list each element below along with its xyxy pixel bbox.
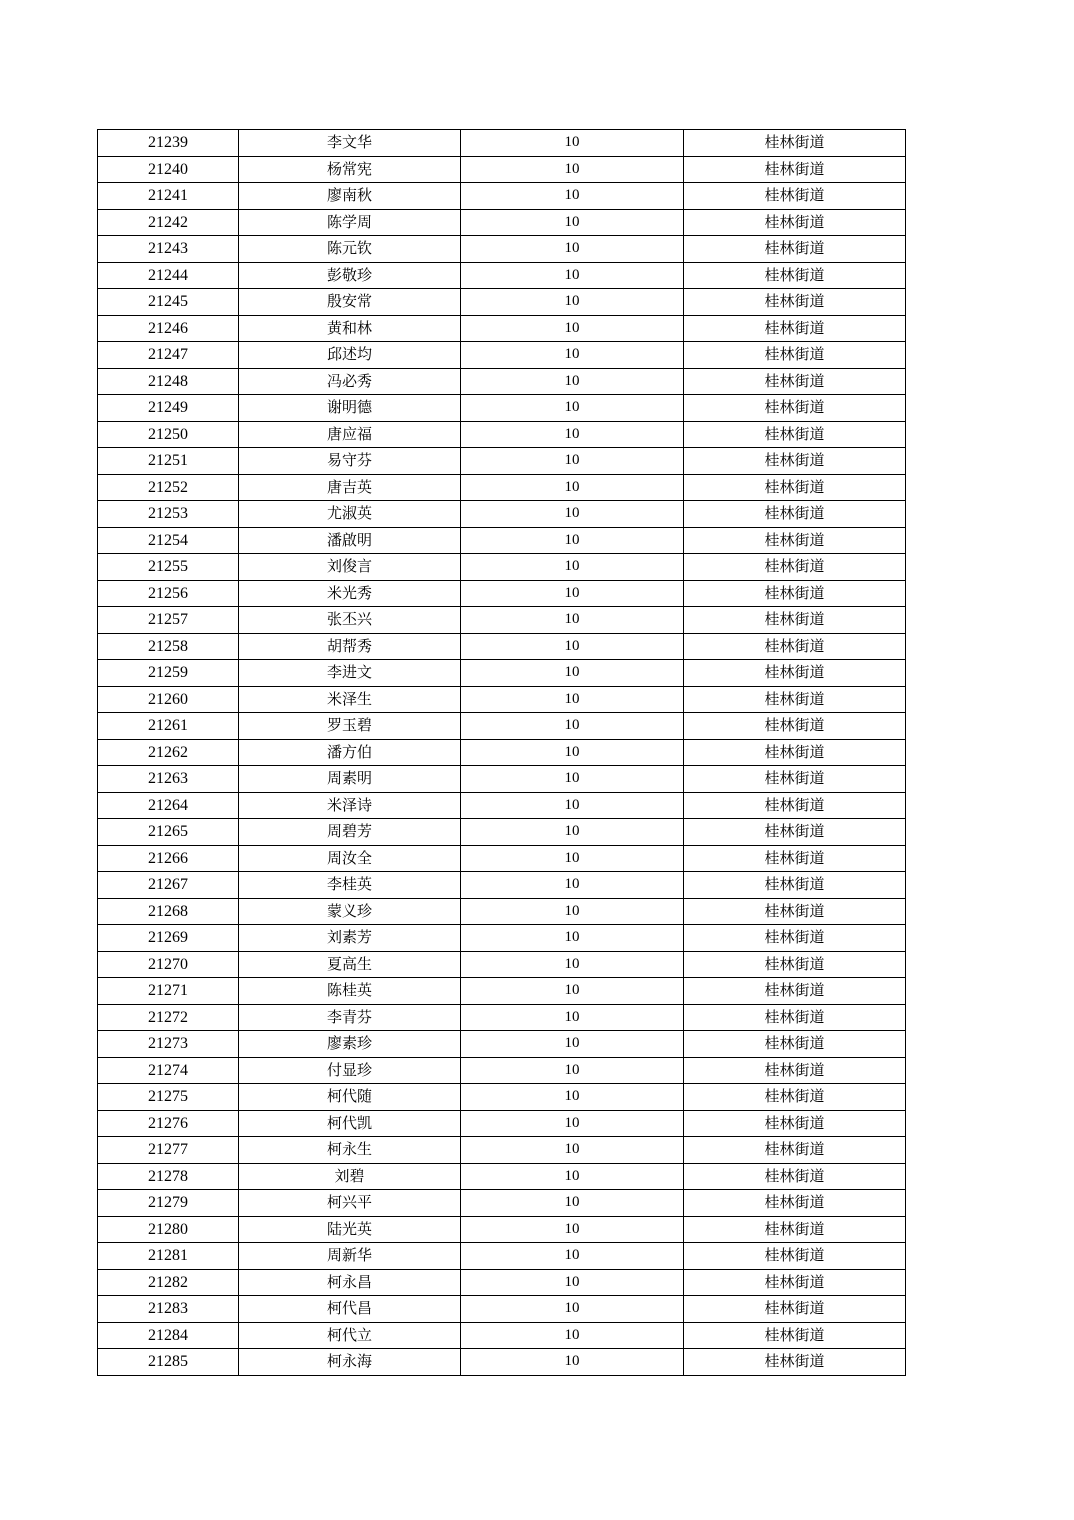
street-cell: 桂林街道 xyxy=(684,156,906,183)
amount-cell: 10 xyxy=(461,1190,684,1217)
person-name-cell: 周碧芳 xyxy=(239,819,461,846)
amount-cell: 10 xyxy=(461,1031,684,1058)
street-cell: 桂林街道 xyxy=(684,1004,906,1031)
amount-cell: 10 xyxy=(461,1269,684,1296)
person-name-cell: 殷安常 xyxy=(239,289,461,316)
person-name-cell: 唐吉英 xyxy=(239,474,461,501)
serial-number-cell: 21263 xyxy=(98,766,239,793)
amount-cell: 10 xyxy=(461,660,684,687)
amount-cell: 10 xyxy=(461,766,684,793)
amount-cell: 10 xyxy=(461,289,684,316)
serial-number-cell: 21253 xyxy=(98,501,239,528)
street-cell: 桂林街道 xyxy=(684,1057,906,1084)
person-name-cell: 罗玉碧 xyxy=(239,713,461,740)
street-cell: 桂林街道 xyxy=(684,236,906,263)
person-name-cell: 米光秀 xyxy=(239,580,461,607)
table-row xyxy=(98,1110,906,1137)
serial-number-cell: 21285 xyxy=(98,1349,239,1376)
serial-number-cell: 21255 xyxy=(98,554,239,581)
serial-number-cell: 21257 xyxy=(98,607,239,634)
serial-number-cell: 21275 xyxy=(98,1084,239,1111)
table-row xyxy=(98,448,906,475)
street-cell: 桂林街道 xyxy=(684,580,906,607)
amount-cell: 10 xyxy=(461,421,684,448)
person-name-cell: 李桂英 xyxy=(239,872,461,899)
table-row xyxy=(98,686,906,713)
serial-number-cell: 21283 xyxy=(98,1296,239,1323)
person-name-cell: 张丕兴 xyxy=(239,607,461,634)
table-row xyxy=(98,1137,906,1164)
table-row xyxy=(98,1349,906,1376)
amount-cell: 10 xyxy=(461,1057,684,1084)
serial-number-cell: 21272 xyxy=(98,1004,239,1031)
person-name-cell: 谢明德 xyxy=(239,395,461,422)
amount-cell: 10 xyxy=(461,686,684,713)
amount-cell: 10 xyxy=(461,633,684,660)
amount-cell: 10 xyxy=(461,898,684,925)
table-row xyxy=(98,262,906,289)
amount-cell: 10 xyxy=(461,342,684,369)
table-row xyxy=(98,819,906,846)
street-cell: 桂林街道 xyxy=(684,607,906,634)
serial-number-cell: 21264 xyxy=(98,792,239,819)
street-cell: 桂林街道 xyxy=(684,1349,906,1376)
amount-cell: 10 xyxy=(461,978,684,1005)
serial-number-cell: 21268 xyxy=(98,898,239,925)
serial-number-cell: 21254 xyxy=(98,527,239,554)
street-cell: 桂林街道 xyxy=(684,925,906,952)
table-row xyxy=(98,872,906,899)
street-cell: 桂林街道 xyxy=(684,951,906,978)
person-name-cell: 柯兴平 xyxy=(239,1190,461,1217)
person-name-cell: 唐应福 xyxy=(239,421,461,448)
person-name-cell: 彭敬珍 xyxy=(239,262,461,289)
serial-number-cell: 21280 xyxy=(98,1216,239,1243)
serial-number-cell: 21278 xyxy=(98,1163,239,1190)
table-row xyxy=(98,1031,906,1058)
street-cell: 桂林街道 xyxy=(684,633,906,660)
amount-cell: 10 xyxy=(461,819,684,846)
table-row xyxy=(98,527,906,554)
amount-cell: 10 xyxy=(461,448,684,475)
serial-number-cell: 21265 xyxy=(98,819,239,846)
table-row xyxy=(98,739,906,766)
person-name-cell: 柯永生 xyxy=(239,1137,461,1164)
person-name-cell: 米泽诗 xyxy=(239,792,461,819)
amount-cell: 10 xyxy=(461,925,684,952)
person-name-cell: 柯永昌 xyxy=(239,1269,461,1296)
street-cell: 桂林街道 xyxy=(684,501,906,528)
amount-cell: 10 xyxy=(461,183,684,210)
table-row xyxy=(98,1243,906,1270)
amount-cell: 10 xyxy=(461,1216,684,1243)
amount-cell: 10 xyxy=(461,527,684,554)
table-row xyxy=(98,633,906,660)
amount-cell: 10 xyxy=(461,395,684,422)
street-cell: 桂林街道 xyxy=(684,1269,906,1296)
person-name-cell: 柯代凯 xyxy=(239,1110,461,1137)
street-cell: 桂林街道 xyxy=(684,448,906,475)
street-cell: 桂林街道 xyxy=(684,183,906,210)
serial-number-cell: 21277 xyxy=(98,1137,239,1164)
amount-cell: 10 xyxy=(461,1296,684,1323)
street-cell: 桂林街道 xyxy=(684,845,906,872)
serial-number-cell: 21273 xyxy=(98,1031,239,1058)
serial-number-cell: 21244 xyxy=(98,262,239,289)
person-name-cell: 刘素芳 xyxy=(239,925,461,952)
amount-cell: 10 xyxy=(461,368,684,395)
table-row xyxy=(98,660,906,687)
person-name-cell: 陈学周 xyxy=(239,209,461,236)
table-row xyxy=(98,1190,906,1217)
person-name-cell: 李文华 xyxy=(239,130,461,157)
table-row xyxy=(98,1084,906,1111)
person-name-cell: 廖素珍 xyxy=(239,1031,461,1058)
table-row xyxy=(98,156,906,183)
person-name-cell: 夏高生 xyxy=(239,951,461,978)
street-cell: 桂林街道 xyxy=(684,395,906,422)
table-row xyxy=(98,792,906,819)
street-cell: 桂林街道 xyxy=(684,262,906,289)
serial-number-cell: 21260 xyxy=(98,686,239,713)
amount-cell: 10 xyxy=(461,607,684,634)
amount-cell: 10 xyxy=(461,1110,684,1137)
serial-number-cell: 21246 xyxy=(98,315,239,342)
street-cell: 桂林街道 xyxy=(684,978,906,1005)
amount-cell: 10 xyxy=(461,474,684,501)
serial-number-cell: 21279 xyxy=(98,1190,239,1217)
serial-number-cell: 21242 xyxy=(98,209,239,236)
amount-cell: 10 xyxy=(461,156,684,183)
table-row xyxy=(98,1296,906,1323)
table-row xyxy=(98,209,906,236)
person-name-cell: 胡帮秀 xyxy=(239,633,461,660)
amount-cell: 10 xyxy=(461,1322,684,1349)
amount-cell: 10 xyxy=(461,130,684,157)
serial-number-cell: 21258 xyxy=(98,633,239,660)
amount-cell: 10 xyxy=(461,236,684,263)
person-name-cell: 廖南秋 xyxy=(239,183,461,210)
table-row xyxy=(98,501,906,528)
amount-cell: 10 xyxy=(461,845,684,872)
table-row xyxy=(98,289,906,316)
street-cell: 桂林街道 xyxy=(684,739,906,766)
street-cell: 桂林街道 xyxy=(684,130,906,157)
serial-number-cell: 21269 xyxy=(98,925,239,952)
person-name-cell: 刘俊言 xyxy=(239,554,461,581)
table-row xyxy=(98,368,906,395)
person-name-cell: 陈元钦 xyxy=(239,236,461,263)
amount-cell: 10 xyxy=(461,1004,684,1031)
person-name-cell: 李进文 xyxy=(239,660,461,687)
table-row xyxy=(98,395,906,422)
street-cell: 桂林街道 xyxy=(684,898,906,925)
amount-cell: 10 xyxy=(461,554,684,581)
amount-cell: 10 xyxy=(461,1137,684,1164)
serial-number-cell: 21284 xyxy=(98,1322,239,1349)
table-row xyxy=(98,315,906,342)
amount-cell: 10 xyxy=(461,739,684,766)
serial-number-cell: 21256 xyxy=(98,580,239,607)
street-cell: 桂林街道 xyxy=(684,660,906,687)
table-row xyxy=(98,713,906,740)
person-name-cell: 陈桂英 xyxy=(239,978,461,1005)
serial-number-cell: 21240 xyxy=(98,156,239,183)
person-name-cell: 杨常宪 xyxy=(239,156,461,183)
street-cell: 桂林街道 xyxy=(684,1084,906,1111)
table-row xyxy=(98,1322,906,1349)
person-name-cell: 周新华 xyxy=(239,1243,461,1270)
person-name-cell: 刘碧 xyxy=(239,1163,461,1190)
street-cell: 桂林街道 xyxy=(684,713,906,740)
table-row xyxy=(98,951,906,978)
amount-cell: 10 xyxy=(461,580,684,607)
street-cell: 桂林街道 xyxy=(684,872,906,899)
person-name-cell: 柯代随 xyxy=(239,1084,461,1111)
person-name-cell: 潘啟明 xyxy=(239,527,461,554)
street-cell: 桂林街道 xyxy=(684,368,906,395)
serial-number-cell: 21252 xyxy=(98,474,239,501)
serial-number-cell: 21259 xyxy=(98,660,239,687)
table-row xyxy=(98,1216,906,1243)
street-cell: 桂林街道 xyxy=(684,686,906,713)
serial-number-cell: 21251 xyxy=(98,448,239,475)
serial-number-cell: 21281 xyxy=(98,1243,239,1270)
person-name-cell: 冯必秀 xyxy=(239,368,461,395)
person-name-cell: 潘方伯 xyxy=(239,739,461,766)
amount-cell: 10 xyxy=(461,1163,684,1190)
serial-number-cell: 21282 xyxy=(98,1269,239,1296)
street-cell: 桂林街道 xyxy=(684,554,906,581)
amount-cell: 10 xyxy=(461,872,684,899)
person-name-cell: 周素明 xyxy=(239,766,461,793)
roster-table xyxy=(97,129,906,1376)
street-cell: 桂林街道 xyxy=(684,792,906,819)
amount-cell: 10 xyxy=(461,209,684,236)
serial-number-cell: 21250 xyxy=(98,421,239,448)
amount-cell: 10 xyxy=(461,951,684,978)
amount-cell: 10 xyxy=(461,1349,684,1376)
street-cell: 桂林街道 xyxy=(684,1137,906,1164)
street-cell: 桂林街道 xyxy=(684,819,906,846)
street-cell: 桂林街道 xyxy=(684,1110,906,1137)
person-name-cell: 周汝全 xyxy=(239,845,461,872)
table-row xyxy=(98,978,906,1005)
table-row xyxy=(98,1269,906,1296)
amount-cell: 10 xyxy=(461,1084,684,1111)
street-cell: 桂林街道 xyxy=(684,474,906,501)
person-name-cell: 蒙义珍 xyxy=(239,898,461,925)
table-row xyxy=(98,421,906,448)
amount-cell: 10 xyxy=(461,262,684,289)
table-row xyxy=(98,925,906,952)
serial-number-cell: 21261 xyxy=(98,713,239,740)
amount-cell: 10 xyxy=(461,792,684,819)
street-cell: 桂林街道 xyxy=(684,1163,906,1190)
table-row xyxy=(98,474,906,501)
person-name-cell: 柯代立 xyxy=(239,1322,461,1349)
street-cell: 桂林街道 xyxy=(684,209,906,236)
street-cell: 桂林街道 xyxy=(684,1296,906,1323)
roster-table-body xyxy=(98,130,906,1376)
serial-number-cell: 21276 xyxy=(98,1110,239,1137)
serial-number-cell: 21248 xyxy=(98,368,239,395)
table-row xyxy=(98,845,906,872)
person-name-cell: 米泽生 xyxy=(239,686,461,713)
serial-number-cell: 21274 xyxy=(98,1057,239,1084)
person-name-cell: 李青芬 xyxy=(239,1004,461,1031)
amount-cell: 10 xyxy=(461,713,684,740)
serial-number-cell: 21245 xyxy=(98,289,239,316)
table-row xyxy=(98,342,906,369)
person-name-cell: 邱述均 xyxy=(239,342,461,369)
person-name-cell: 黄和林 xyxy=(239,315,461,342)
serial-number-cell: 21271 xyxy=(98,978,239,1005)
street-cell: 桂林街道 xyxy=(684,1190,906,1217)
amount-cell: 10 xyxy=(461,501,684,528)
street-cell: 桂林街道 xyxy=(684,342,906,369)
person-name-cell: 陆光英 xyxy=(239,1216,461,1243)
table-row xyxy=(98,554,906,581)
table-row xyxy=(98,236,906,263)
amount-cell: 10 xyxy=(461,1243,684,1270)
serial-number-cell: 21262 xyxy=(98,739,239,766)
serial-number-cell: 21241 xyxy=(98,183,239,210)
street-cell: 桂林街道 xyxy=(684,289,906,316)
serial-number-cell: 21247 xyxy=(98,342,239,369)
person-name-cell: 易守芬 xyxy=(239,448,461,475)
table-row xyxy=(98,1004,906,1031)
serial-number-cell: 21239 xyxy=(98,130,239,157)
table-row xyxy=(98,607,906,634)
street-cell: 桂林街道 xyxy=(684,421,906,448)
person-name-cell: 尤淑英 xyxy=(239,501,461,528)
person-name-cell: 柯永海 xyxy=(239,1349,461,1376)
table-row xyxy=(98,183,906,210)
serial-number-cell: 21270 xyxy=(98,951,239,978)
street-cell: 桂林街道 xyxy=(684,766,906,793)
table-row xyxy=(98,766,906,793)
serial-number-cell: 21267 xyxy=(98,872,239,899)
street-cell: 桂林街道 xyxy=(684,1216,906,1243)
person-name-cell: 柯代昌 xyxy=(239,1296,461,1323)
street-cell: 桂林街道 xyxy=(684,1031,906,1058)
street-cell: 桂林街道 xyxy=(684,1322,906,1349)
street-cell: 桂林街道 xyxy=(684,527,906,554)
table-row xyxy=(98,1057,906,1084)
serial-number-cell: 21249 xyxy=(98,395,239,422)
person-name-cell: 付显珍 xyxy=(239,1057,461,1084)
table-row xyxy=(98,580,906,607)
table-row xyxy=(98,1163,906,1190)
street-cell: 桂林街道 xyxy=(684,315,906,342)
serial-number-cell: 21243 xyxy=(98,236,239,263)
serial-number-cell: 21266 xyxy=(98,845,239,872)
amount-cell: 10 xyxy=(461,315,684,342)
street-cell: 桂林街道 xyxy=(684,1243,906,1270)
table-row xyxy=(98,130,906,157)
table-row xyxy=(98,898,906,925)
